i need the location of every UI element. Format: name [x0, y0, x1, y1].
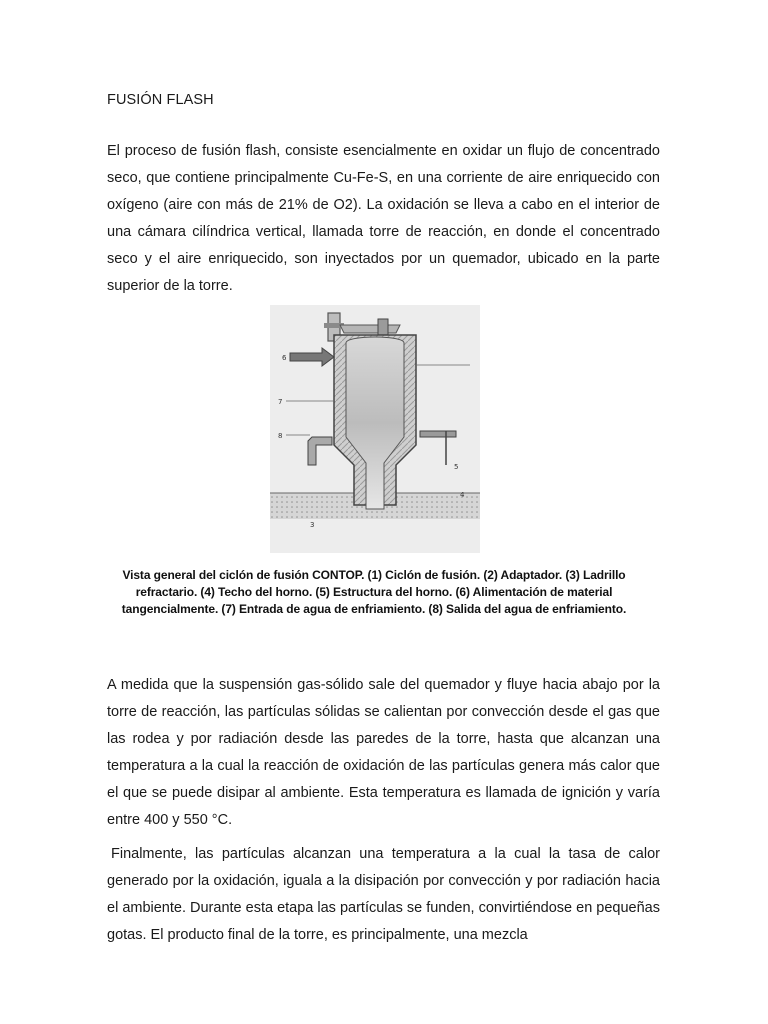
contop-cyclone-illustration	[270, 305, 480, 553]
paragraph-final-text: Finalmente, las partículas alcanzan una temperatura a la cual la tasa de calor generado por la oxidación, iguala a la disipación por convección y por radiación hacia el ambiente. Durante esta etapa las partículas se funden, convirtiéndose en pequeñas gotas. El producto final de la torre, es principalmente, una mezcla	[107, 845, 660, 943]
figure-caption: Vista general del ciclón de fusión CONTOP. (1) Ciclón de fusión. (2) Adaptador. (3) Ladrillo refractario. (4) Techo del horno. (5) Estructura del horno. (6) Alimentación de material tangencialmente. (7) Entrada de agua de enfriamiento. (8) Salida del agua de enfriamiento.	[121, 568, 627, 616]
paragraph-intro: El proceso de fusión flash, consiste esencialmente en oxidar un flujo de concentrado seco, que contiene principalmente Cu-Fe-S, en una corriente de aire enriquecido con oxígeno (aire con más de 21% de O2). La oxidación se lleva a cabo en el interior de una cámara cilíndrica vertical, llamada torre de reacción, en donde el concentrado seco y el aire enriquecido, son inyectados por un quemador, ubicado en la parte superior de la torre.	[107, 142, 660, 294]
label-3: 3	[310, 521, 315, 529]
paragraph-ignition: A medida que la suspensión gas-sólido sale del quemador y fluye hacia abajo por la torre de reacción, las partículas sólidas se calientan por convección desde el gas que las rodea y por radiación desde las paredes de la torre, hasta que alcanzan una temperatura a la cual la reacción de oxidación de las partículas genera más calor que el que se puede disipar al ambiente. Esta temperatura es llamada de ignición y varía entre 400 y 550 °C.	[107, 676, 660, 828]
paragraph-final	[107, 841, 660, 949]
label-4: 4	[460, 491, 465, 499]
label-7: 7	[278, 398, 283, 406]
contop-cyclone-diagram	[270, 305, 480, 553]
furnace-structure	[420, 431, 456, 437]
section-heading: FUSIÓN FLASH	[107, 92, 214, 108]
label-6: 6	[282, 354, 287, 362]
label-5: 5	[454, 463, 459, 471]
label-8: 8	[278, 432, 283, 440]
